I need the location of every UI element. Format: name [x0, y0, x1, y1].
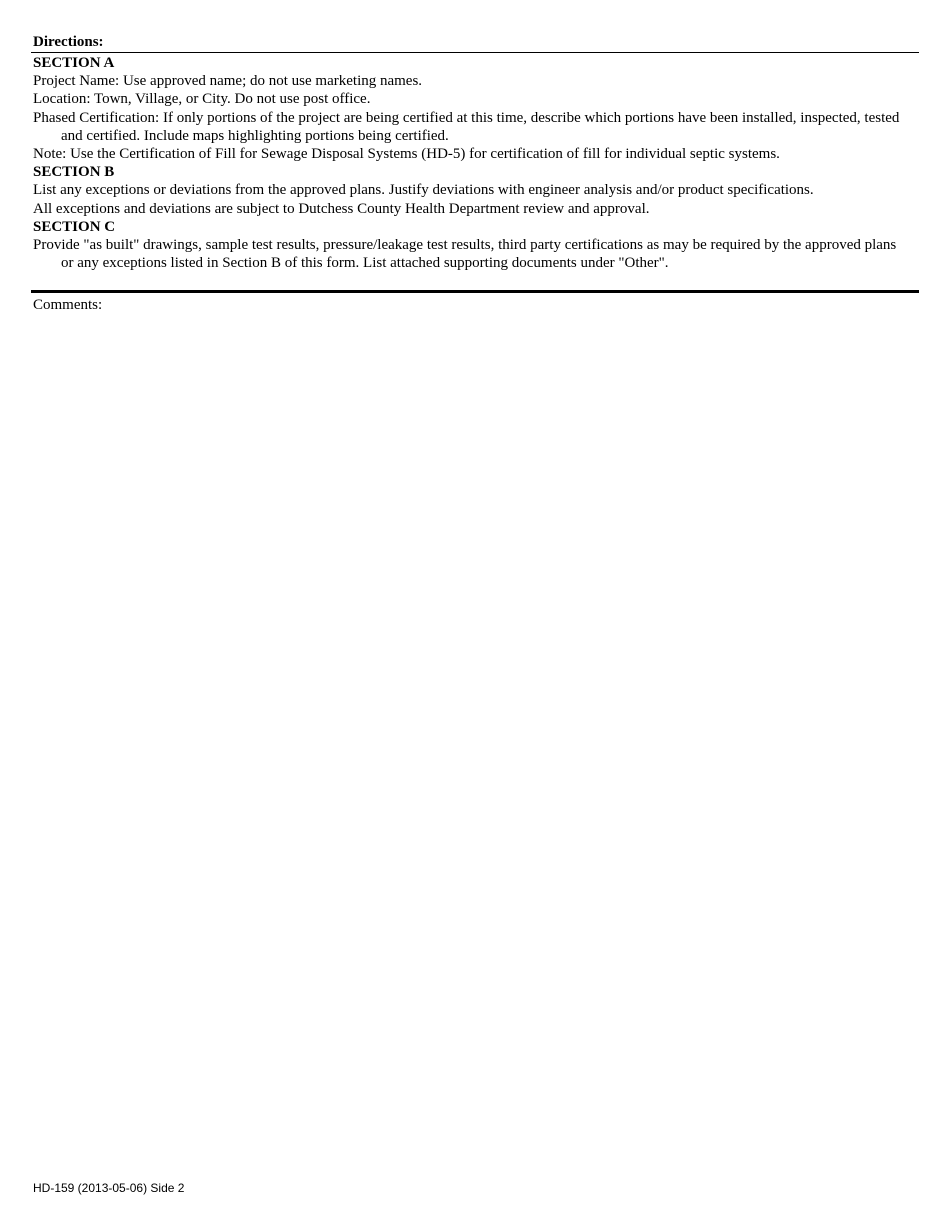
- form-footer-id: HD-159 (2013-05-06) Side 2: [33, 1181, 185, 1195]
- directions-heading: Directions:: [33, 34, 104, 50]
- section-a-note: Note: Use the Certification of Fill for Sewage Disposal Systems (HD-5) for certification of fill for individual septic systems.: [33, 146, 780, 163]
- section-a-location: Location: Town, Village, or City. Do not use post office.: [33, 91, 371, 108]
- section-a-phased-certification: Phased Certification: If only portions of the project are being certified at this time, describe which portions have been installed, inspected, tested and certified. Include maps highlighting portions being certified.: [33, 109, 900, 144]
- section-b-review: All exceptions and deviations are subject to Dutchess County Health Department review and approval.: [33, 200, 650, 217]
- comments-label: Comments:: [33, 297, 103, 313]
- top-divider: [31, 52, 919, 53]
- section-a-heading: SECTION A: [33, 55, 115, 71]
- section-c-heading: SECTION C: [33, 218, 116, 235]
- section-c-as-built: Provide "as built" drawings, sample test results, pressure/leakage test results, third party certifications as may be required by the approved plans or any exceptions listed in Section B of this form. List attached supporting documents under "Other".: [33, 237, 897, 272]
- section-b-exceptions: List any exceptions or deviations from the approved plans. Justify deviations with engineer analysis and/or product specifications.: [33, 182, 814, 199]
- section-b-heading: SECTION B: [33, 164, 115, 181]
- comments-divider: [31, 290, 919, 293]
- section-a-project-name: Project Name: Use approved name; do not use marketing names.: [33, 73, 423, 90]
- directions-body: [33, 54, 903, 272]
